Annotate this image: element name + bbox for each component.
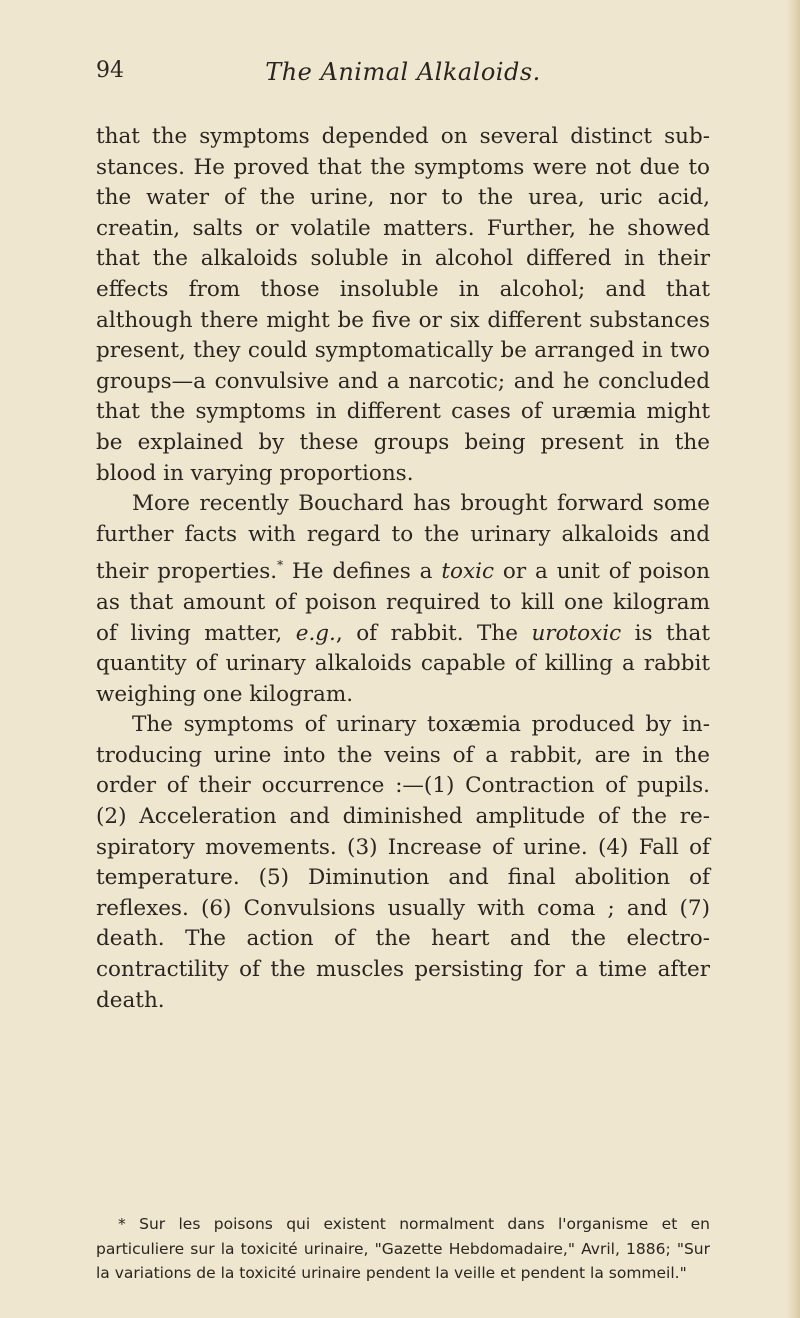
paragraph-1: that the symptoms depended on several distinct sub-stances. He proved that the symptoms were not due to the water of the urine, nor to the urea, uric acid, creatin, salts or volatile matters. Further, he showed that the alkaloids soluble in alcohol differed in their effects from those insoluble in alcohol; and that although there might be five or six different substances present, they could symptomatically be arranged in two groups—a convulsive and a narcotic; and he concluded that the symptoms in different cases of uræmia might be explained by these groups being present in the blood in varying proportions. <box>96 124 710 486</box>
term-toxic: toxic <box>441 559 495 585</box>
footnote-text: * Sur les poisons qui existent normalment dans l'organisme et en particuliere sur la toxicité urinaire, "Gazette Hebdomadaire," Avril, 1886; "Sur la variations de la toxicité urinaire pendent la veille et pendent la sommeil." <box>96 1215 710 1282</box>
body-text <box>96 122 710 1016</box>
term-eg: e.g. <box>295 620 336 646</box>
paragraph-2-text-1: More recently Bouchard has brought forward some further facts with regard to the urinary alkaloids and their properties. <box>96 491 710 585</box>
paragraph-2-text-5: is that quantity of urinary alkaloids capable of killing a rabbit weighing one kilogram. <box>96 620 710 707</box>
running-title: The Animal Alkaloids. <box>265 58 541 86</box>
footnote <box>96 1212 710 1286</box>
paragraph-2 <box>96 489 710 710</box>
paragraph-2-text-3: or a unit of poison as that amount of poison required to kill one kilogram of living matter, <box>96 559 710 646</box>
page-header <box>96 58 710 98</box>
paragraph-2-text-2: He defines a <box>283 559 442 585</box>
page-number: 94 <box>96 58 124 83</box>
page-edge <box>786 0 800 1318</box>
footnote-reference: * <box>277 558 284 573</box>
term-urotoxic: urotoxic <box>531 620 622 646</box>
paragraph-2-text-4: , of rabbit. The <box>335 620 532 646</box>
paragraph-3: The symptoms of urinary toxæmia produced by in-troducing urine into the veins of a rabbit, are in the order of their occurrence :—(1) Contraction of pupils. (2) Acceleration and diminished amplitude of the re-spiratory movements. (3) Increase of urine. (4) Fall of temperature. (5) Diminution and final abolition of reflexes. (6) Convulsions usually with coma ; and (7) death. The action of the heart and the electro-contractility of the muscles persisting for a time after death. <box>96 712 710 1013</box>
